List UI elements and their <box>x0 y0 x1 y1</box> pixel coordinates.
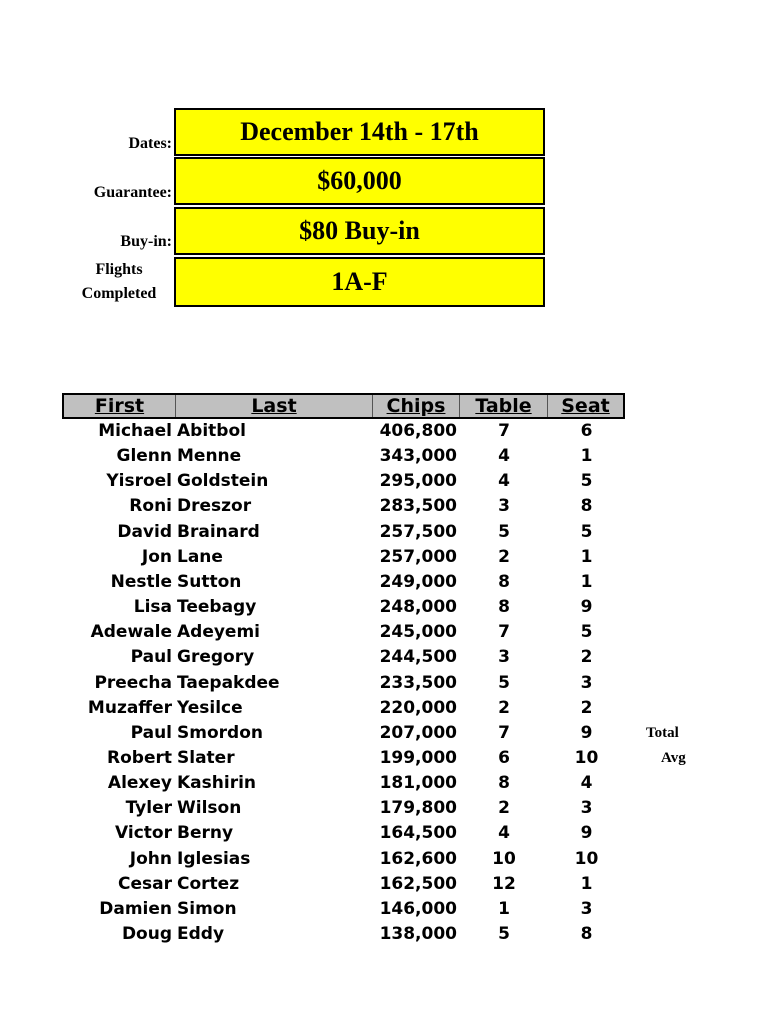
table-row <box>62 645 625 670</box>
seat-number: 1 <box>580 446 593 467</box>
table-number: 7 <box>498 722 510 743</box>
table-number: 7 <box>498 421 510 441</box>
seat-number: 9 <box>580 597 593 618</box>
first-name: Jon <box>141 546 172 567</box>
guarantee-label: Guarantee: <box>93 184 172 201</box>
chips: 343,000 <box>379 446 457 467</box>
first-name: Michael <box>98 421 172 441</box>
table-row <box>62 847 625 872</box>
last-name: Smordon <box>177 722 263 743</box>
chips: 283,500 <box>379 496 457 517</box>
chips: 179,800 <box>379 798 457 819</box>
last-name: Yesilce <box>177 697 243 718</box>
last-name: Menne <box>177 446 242 467</box>
last-name: Simon <box>177 898 237 919</box>
table-row <box>62 520 625 545</box>
first-name: Yisroel <box>106 471 172 492</box>
first-name: Tyler <box>125 798 172 819</box>
first-name: Paul <box>130 647 172 668</box>
seat-number: 6 <box>580 421 593 441</box>
table-row <box>62 796 625 821</box>
table-row <box>62 721 625 746</box>
guarantee-value: $60,000 <box>174 157 545 205</box>
table-number: 5 <box>498 521 510 542</box>
last-name: Iglesias <box>177 848 251 869</box>
chips: 164,500 <box>379 823 457 844</box>
last-name: Goldstein <box>177 471 269 492</box>
last-name: Kashirin <box>177 773 257 794</box>
table-number: 10 <box>492 848 516 869</box>
table-row <box>62 897 625 922</box>
first-name: Cesar <box>118 873 172 894</box>
chips: 233,500 <box>379 672 457 693</box>
header-first: First <box>64 395 176 417</box>
last-name: Gregory <box>177 647 255 668</box>
table-row <box>62 872 625 897</box>
table-row <box>62 545 625 570</box>
first-name: Lisa <box>133 597 172 618</box>
seat-number: 3 <box>580 798 593 819</box>
last-name: Adeyemi <box>177 622 261 643</box>
last-name: Slater <box>177 747 235 768</box>
chips: 249,000 <box>379 571 457 592</box>
seat-number: 5 <box>580 521 593 542</box>
first-name: John <box>129 848 172 869</box>
chips: 406,800 <box>379 421 457 441</box>
table-header <box>62 393 625 419</box>
last-name: Teebagy <box>177 597 257 618</box>
last-name: Eddy <box>177 924 225 944</box>
first-name: Preecha <box>94 672 172 693</box>
chips: 245,000 <box>379 622 457 643</box>
chips: 257,000 <box>379 546 457 567</box>
chips: 146,000 <box>379 898 457 919</box>
last-name: Lane <box>177 546 223 567</box>
seat-number: 1 <box>580 546 593 567</box>
first-name: Glenn <box>116 446 172 467</box>
table-row <box>62 671 625 696</box>
seat-number: 1 <box>580 571 593 592</box>
chips: 257,500 <box>379 521 457 542</box>
avg-label: Avg <box>661 750 686 766</box>
last-name: Dreszor <box>177 496 252 517</box>
seat-number: 8 <box>580 496 593 517</box>
first-name: Nestle <box>110 571 172 592</box>
seat-number: 10 <box>574 747 599 768</box>
last-name: Sutton <box>177 571 242 592</box>
table-number: 2 <box>498 697 510 718</box>
seat-number: 3 <box>580 898 593 919</box>
table-row <box>62 746 625 771</box>
table-number: 7 <box>498 622 510 643</box>
chips: 207,000 <box>379 722 457 743</box>
chips: 244,500 <box>379 647 457 668</box>
table-number: 5 <box>498 672 510 693</box>
flights-label-line2: Completed <box>81 285 157 302</box>
table-number: 8 <box>498 571 510 592</box>
header-seat: Seat <box>561 395 610 417</box>
table-row <box>62 570 625 595</box>
table-number: 2 <box>498 798 510 819</box>
dates-label: Dates: <box>128 135 172 152</box>
table-number: 4 <box>498 471 510 492</box>
table-number: 4 <box>498 446 510 467</box>
last-name: Berny <box>177 823 234 844</box>
table-number: 3 <box>498 647 510 668</box>
flights-value: 1A-F <box>174 257 545 307</box>
chips: 181,000 <box>379 773 457 794</box>
first-name: Doug <box>121 924 172 944</box>
chips: 295,000 <box>379 471 457 492</box>
last-name: Taepakdee <box>177 672 280 693</box>
first-name: Muzaffer <box>87 697 172 718</box>
chips: 248,000 <box>379 597 457 618</box>
flights-label <box>64 258 174 306</box>
chips: 220,000 <box>379 697 457 718</box>
seat-number: 3 <box>580 672 593 693</box>
seat-number: 9 <box>580 722 593 743</box>
table-row <box>62 771 625 796</box>
table-row <box>62 419 625 444</box>
seat-number: 4 <box>580 773 593 794</box>
chips: 162,500 <box>379 873 457 894</box>
seat-number: 10 <box>574 848 599 869</box>
first-name: Roni <box>129 496 172 517</box>
first-name: Damien <box>99 898 172 919</box>
seat-number: 2 <box>580 697 593 718</box>
header-last: Last <box>176 395 373 417</box>
chips: 138,000 <box>379 924 457 944</box>
first-name: Victor <box>115 823 172 844</box>
header-chips: Chips <box>373 395 460 417</box>
last-name: Brainard <box>177 521 260 542</box>
table-number: 2 <box>498 546 510 567</box>
seat-number: 5 <box>580 471 593 492</box>
table-number: 4 <box>498 823 510 844</box>
header-table: Table <box>460 395 548 417</box>
last-name: Wilson <box>177 798 242 819</box>
seat-number: 5 <box>580 622 593 643</box>
seat-number: 8 <box>580 924 593 944</box>
flights-label-line1: Flights <box>95 261 143 278</box>
last-name: Abitbol <box>177 421 246 441</box>
buyin-label: Buy-in: <box>120 233 172 250</box>
chips: 162,600 <box>379 848 457 869</box>
first-name: David <box>117 521 172 542</box>
table-number: 12 <box>492 873 516 894</box>
seat-number: 1 <box>580 873 593 894</box>
seat-number: 2 <box>580 647 593 668</box>
first-name: Paul <box>130 722 172 743</box>
table-number: 3 <box>498 496 510 517</box>
buyin-value: $80 Buy-in <box>174 207 545 255</box>
table-row <box>62 595 625 620</box>
table-row <box>62 620 625 645</box>
table-number: 5 <box>498 924 510 944</box>
table-number: 1 <box>498 898 510 919</box>
table-number: 8 <box>498 597 510 618</box>
dates-value: December 14th - 17th <box>174 108 545 156</box>
table-row <box>62 922 625 947</box>
chips: 199,000 <box>379 747 457 768</box>
table-row <box>62 469 625 494</box>
table-number: 8 <box>498 773 510 794</box>
seat-number: 9 <box>580 823 593 844</box>
last-name: Cortez <box>177 873 240 894</box>
first-name: Adewale <box>90 622 172 643</box>
table-row <box>62 444 625 469</box>
table-row <box>62 696 625 721</box>
first-name: Alexey <box>107 773 172 794</box>
table-row <box>62 821 625 846</box>
first-name: Robert <box>107 747 172 768</box>
total-label: Total <box>646 725 679 741</box>
table-number: 6 <box>498 747 510 768</box>
table-row <box>62 494 625 519</box>
